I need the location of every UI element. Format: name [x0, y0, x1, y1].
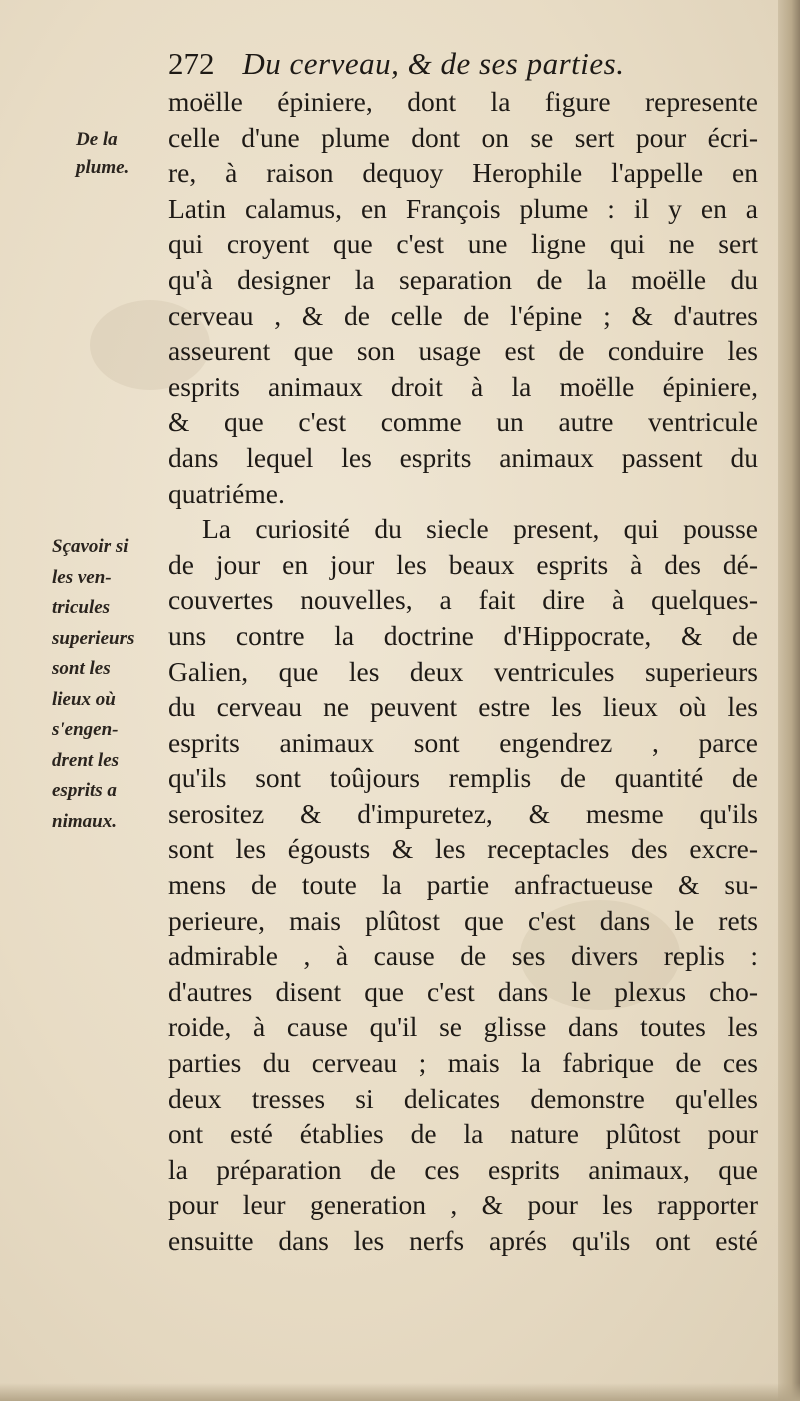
text-line: dans lequel les esprits animaux passent du [168, 441, 758, 473]
text-line: deux tresses si delicates demonstre qu'elles [168, 1082, 758, 1114]
text-line: uns contre la doctrine d'Hippocrate, & de [168, 619, 758, 651]
text-line: roide, à cause qu'il se glisse dans toutes les [168, 1011, 758, 1043]
text-line: couvertes nouvelles, a fait dire à quelques- [168, 584, 758, 616]
margin-note-line: tricules [52, 597, 111, 618]
text-line: Latin calamus, en François plume : il y en a [168, 192, 758, 224]
text-line: asseurent que son usage est de conduire les [168, 335, 758, 367]
text-line: admirable , à cause de ses divers replis : [168, 940, 758, 972]
text-line: du cerveau ne peuvent estre les lieux où les [168, 691, 758, 723]
text-line: mens de toute la partie anfractueuse & su- [168, 869, 758, 901]
margin-note-line: Sçavoir si [52, 536, 129, 557]
text-line: la préparation de ces esprits animaux, que [168, 1153, 758, 1185]
margin-note-line: De la [76, 129, 118, 150]
text-line: cerveau , & de celle de l'épine ; & d'autres [168, 299, 758, 331]
text-line: qui croyent que c'est une ligne qui ne sert [168, 228, 758, 260]
margin-note-ventricules [52, 532, 160, 837]
text-line: qu'à designer la separation de la moëlle du [168, 263, 758, 295]
margin-note-line: nimaux. [52, 810, 117, 832]
running-head-title: Du cerveau, & de ses parties. [242, 46, 625, 81]
text-line: d'autres disent que c'est dans le plexus cho- [168, 975, 758, 1007]
text-line: celle d'une plume dont on se sert pour écri- [168, 121, 758, 153]
text-line: quatriéme. [168, 477, 285, 509]
text-line: serositez & d'impuretez, & mesme qu'ils [168, 797, 758, 829]
margin-note-line: sont les [52, 658, 111, 679]
margin-note-line: superieurs [52, 627, 135, 649]
text-line: ensuitte dans les nerfs aprés qu'ils ont esté [168, 1225, 758, 1256]
text-line: qu'ils sont toûjours remplis de quantité de [168, 762, 758, 794]
text-line: re, à raison dequoy Herophile l'appelle en [168, 157, 758, 189]
text-line: ont esté établies de la nature plûtost pour [168, 1118, 758, 1150]
page-bottom-shadow [0, 1383, 800, 1401]
page-edge-shadow [778, 0, 800, 1401]
text-line: sont les égousts & les receptacles des excre- [168, 833, 758, 865]
text-line: parties du cerveau ; mais la fabrique de ces [168, 1047, 758, 1079]
text-line: La curiosité du siecle present, qui pousse [202, 513, 758, 545]
text-line: esprits animaux droit à la moëlle épiniere, [168, 370, 758, 402]
body-text [168, 84, 758, 1259]
text-line: moëlle épiniere, dont la figure represente [168, 86, 758, 117]
text-line: perieure, mais plûtost que c'est dans le rets [168, 904, 758, 936]
margin-note-line: esprits a [52, 780, 117, 801]
margin-note-line: drent les [52, 749, 120, 771]
running-head [168, 44, 748, 84]
text-line: esprits animaux sont engendrez , parce [168, 726, 758, 758]
margin-note-line: s'engen- [52, 719, 119, 740]
text-line: & que c'est comme un autre ventricule [168, 406, 758, 438]
text-line: Galien, que les deux ventricules superieurs [168, 655, 758, 687]
margin-note-line: lieux où [52, 688, 116, 710]
margin-note-line: les ven- [52, 566, 112, 588]
text-line: pour leur generation , & pour les rapporter [168, 1189, 758, 1221]
margin-note-line: plume. [76, 157, 130, 178]
text-line: de jour en jour les beaux esprits à des dé- [168, 548, 758, 580]
page-number: 272 [168, 46, 215, 81]
